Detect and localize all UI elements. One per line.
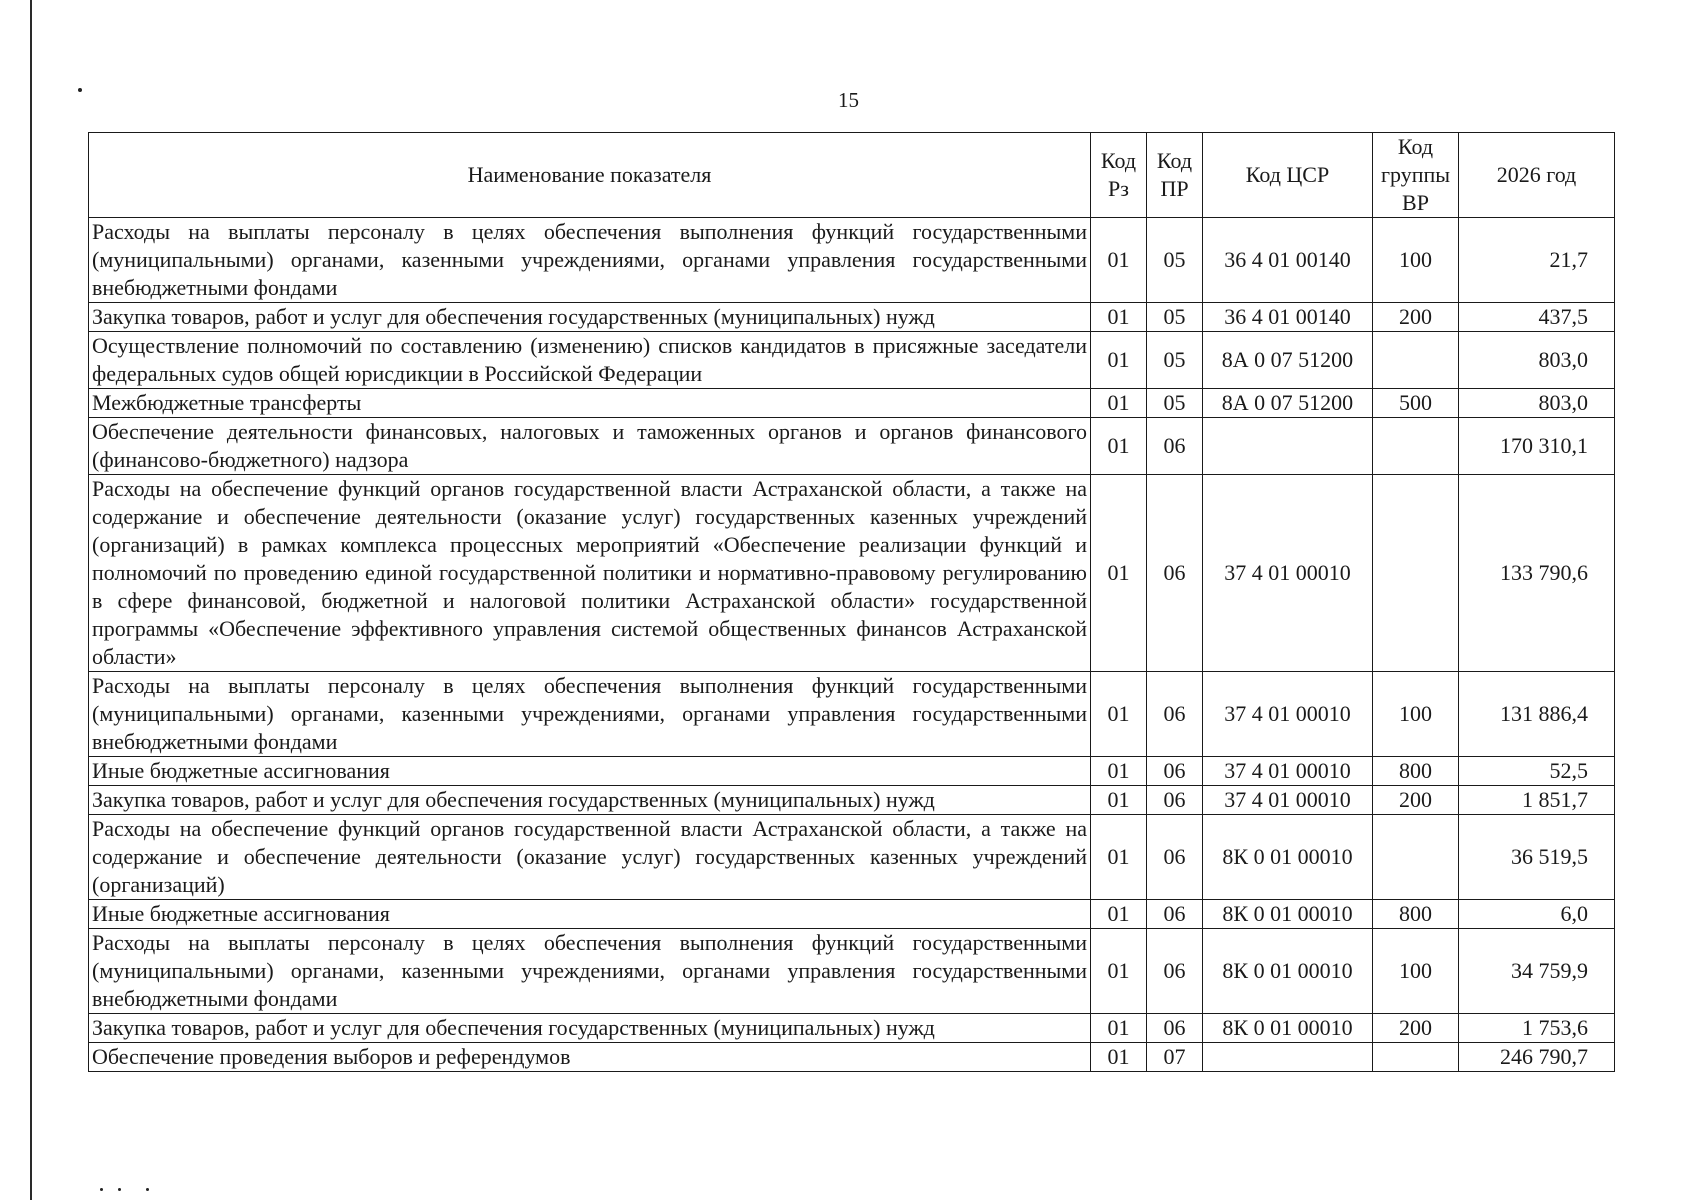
- cell-vr: 200: [1373, 786, 1459, 815]
- cell-csr: 37 4 01 00010: [1203, 475, 1373, 672]
- cell-csr: [1203, 1043, 1373, 1072]
- cell-vr: 100: [1373, 929, 1459, 1014]
- cell-pr: 06: [1147, 929, 1203, 1014]
- cell-name: Закупка товаров, работ и услуг для обеспечения государственных (муниципальных) нужд: [89, 786, 1091, 815]
- budget-table: [88, 132, 1615, 1072]
- cell-rz: 01: [1091, 218, 1147, 303]
- cell-pr: 06: [1147, 815, 1203, 900]
- cell-amount: 131 886,4: [1459, 672, 1615, 757]
- table-row: [89, 672, 1615, 757]
- cell-name: Обеспечение деятельности финансовых, налоговых и таможенных органов и органов финансового (финансово-бюджетного) надзора: [89, 418, 1091, 475]
- cell-csr: 8К 0 01 00010: [1203, 1014, 1373, 1043]
- cell-pr: 06: [1147, 1014, 1203, 1043]
- cell-csr: 36 4 01 00140: [1203, 303, 1373, 332]
- cell-amount: 1 753,6: [1459, 1014, 1615, 1043]
- cell-rz: 01: [1091, 389, 1147, 418]
- cell-name: Закупка товаров, работ и услуг для обеспечения государственных (муниципальных) нужд: [89, 1014, 1091, 1043]
- cell-vr: [1373, 475, 1459, 672]
- cell-vr: [1373, 418, 1459, 475]
- cell-vr: [1373, 815, 1459, 900]
- cell-amount: 52,5: [1459, 757, 1615, 786]
- cell-pr: 05: [1147, 218, 1203, 303]
- cell-rz: 01: [1091, 757, 1147, 786]
- header-year: 2026 год: [1459, 133, 1615, 218]
- cell-amount: 34 759,9: [1459, 929, 1615, 1014]
- cell-vr: [1373, 1043, 1459, 1072]
- cell-amount: 437,5: [1459, 303, 1615, 332]
- cell-csr: 37 4 01 00010: [1203, 757, 1373, 786]
- cell-rz: 01: [1091, 815, 1147, 900]
- cell-pr: 07: [1147, 1043, 1203, 1072]
- cell-amount: 803,0: [1459, 389, 1615, 418]
- header-name: Наименование показателя: [89, 133, 1091, 218]
- cell-vr: 200: [1373, 303, 1459, 332]
- cell-pr: 06: [1147, 757, 1203, 786]
- cell-name: Расходы на обеспечение функций органов государственной власти Астраханской области, а также на содержание и обеспечение деятельности (оказание услуг) государственных казенных учреждений (организаций): [89, 815, 1091, 900]
- table-header-row: [89, 133, 1615, 218]
- cell-pr: 05: [1147, 332, 1203, 389]
- cell-pr: 06: [1147, 786, 1203, 815]
- cell-rz: 01: [1091, 672, 1147, 757]
- cell-csr: [1203, 418, 1373, 475]
- cell-vr: 500: [1373, 389, 1459, 418]
- cell-pr: 06: [1147, 475, 1203, 672]
- cell-vr: 200: [1373, 1014, 1459, 1043]
- cell-name: Иные бюджетные ассигнования: [89, 757, 1091, 786]
- scan-edge-line: [30, 0, 32, 1200]
- table-row: [89, 1043, 1615, 1072]
- cell-vr: 100: [1373, 218, 1459, 303]
- cell-rz: 01: [1091, 929, 1147, 1014]
- table-row: [89, 929, 1615, 1014]
- cell-rz: 01: [1091, 418, 1147, 475]
- table-row: [89, 389, 1615, 418]
- cell-rz: 01: [1091, 303, 1147, 332]
- cell-name: Закупка товаров, работ и услуг для обеспечения государственных (муниципальных) нужд: [89, 303, 1091, 332]
- cell-rz: 01: [1091, 1043, 1147, 1072]
- table-row: [89, 332, 1615, 389]
- cell-pr: 06: [1147, 418, 1203, 475]
- cell-amount: 803,0: [1459, 332, 1615, 389]
- cell-rz: 01: [1091, 786, 1147, 815]
- header-pr: Код ПР: [1147, 133, 1203, 218]
- cell-rz: 01: [1091, 1014, 1147, 1043]
- budget-table-container: [88, 132, 1615, 1072]
- cell-name: Расходы на выплаты персоналу в целях обеспечения выполнения функций государственными (муниципальными) органами, казенными учреждениями, органами управления государственными внебюджетными фондами: [89, 929, 1091, 1014]
- cell-amount: 246 790,7: [1459, 1043, 1615, 1072]
- cell-pr: 06: [1147, 672, 1203, 757]
- header-vr: Код группы ВР: [1373, 133, 1459, 218]
- cell-pr: 05: [1147, 303, 1203, 332]
- cell-rz: 01: [1091, 332, 1147, 389]
- cell-name: Расходы на выплаты персоналу в целях обеспечения выполнения функций государственными (муниципальными) органами, казенными учреждениями, органами управления государственными внебюджетными фондами: [89, 218, 1091, 303]
- cell-amount: 21,7: [1459, 218, 1615, 303]
- header-csr: Код ЦСР: [1203, 133, 1373, 218]
- scan-speck: [118, 1188, 121, 1191]
- table-row: [89, 218, 1615, 303]
- table-row: [89, 303, 1615, 332]
- header-rz: Код Рз: [1091, 133, 1147, 218]
- cell-pr: 05: [1147, 389, 1203, 418]
- cell-vr: 100: [1373, 672, 1459, 757]
- cell-rz: 01: [1091, 900, 1147, 929]
- cell-rz: 01: [1091, 475, 1147, 672]
- table-row: [89, 900, 1615, 929]
- cell-csr: 8К 0 01 00010: [1203, 929, 1373, 1014]
- cell-amount: 170 310,1: [1459, 418, 1615, 475]
- table-row: [89, 786, 1615, 815]
- cell-pr: 06: [1147, 900, 1203, 929]
- cell-vr: 800: [1373, 900, 1459, 929]
- cell-amount: 133 790,6: [1459, 475, 1615, 672]
- table-row: [89, 757, 1615, 786]
- cell-csr: 8А 0 07 51200: [1203, 332, 1373, 389]
- cell-name: Обеспечение проведения выборов и референдумов: [89, 1043, 1091, 1072]
- cell-amount: 6,0: [1459, 900, 1615, 929]
- cell-csr: 37 4 01 00010: [1203, 786, 1373, 815]
- scan-speck: [100, 1188, 103, 1191]
- cell-name: Расходы на обеспечение функций органов государственной власти Астраханской области, а также на содержание и обеспечение деятельности (оказание услуг) государственных казенных учреждений (организаций) в рамках комплекса процессных мероприятий «Обеспечение реализации функций и полномочий по проведению единой государственной политики и нормативно-правовому регулированию в сфере финансовой, бюджетной и налоговой политики Астраханской области» государственной программы «Обеспечение эффективного управления системой общественных финансов Астраханской области»: [89, 475, 1091, 672]
- cell-csr: 8К 0 01 00010: [1203, 815, 1373, 900]
- cell-name: Осуществление полномочий по составлению (изменению) списков кандидатов в присяжные заседатели федеральных судов общей юрисдикции в Российской Федерации: [89, 332, 1091, 389]
- cell-csr: 37 4 01 00010: [1203, 672, 1373, 757]
- cell-csr: 36 4 01 00140: [1203, 218, 1373, 303]
- cell-vr: [1373, 332, 1459, 389]
- page-number: 15: [838, 88, 859, 112]
- table-row: [89, 475, 1615, 672]
- cell-name: Межбюджетные трансферты: [89, 389, 1091, 418]
- cell-name: Иные бюджетные ассигнования: [89, 900, 1091, 929]
- table-row: [89, 815, 1615, 900]
- table-row: [89, 1014, 1615, 1043]
- cell-name: Расходы на выплаты персоналу в целях обеспечения выполнения функций государственными (муниципальными) органами, казенными учреждениями, органами управления государственными внебюджетными фондами: [89, 672, 1091, 757]
- cell-vr: 800: [1373, 757, 1459, 786]
- cell-csr: 8К 0 01 00010: [1203, 900, 1373, 929]
- table-row: [89, 418, 1615, 475]
- cell-csr: 8А 0 07 51200: [1203, 389, 1373, 418]
- cell-amount: 36 519,5: [1459, 815, 1615, 900]
- scan-speck: [146, 1188, 149, 1191]
- cell-amount: 1 851,7: [1459, 786, 1615, 815]
